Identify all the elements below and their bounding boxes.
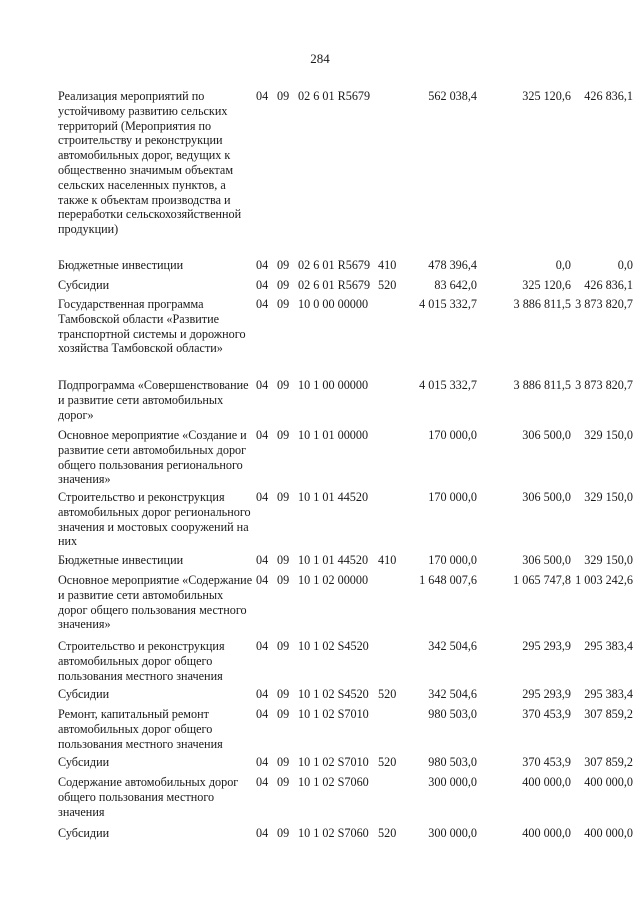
row-target-article: 10 1 02 S7010 (298, 707, 369, 721)
row-name: Субсидии (58, 755, 110, 769)
row-expense-type: 410 (378, 553, 397, 567)
row-section: 04 (256, 490, 269, 504)
row-section: 04 (256, 573, 269, 587)
row-value-2: 370 453,9 (522, 707, 571, 721)
row-value-1: 300 000,0 (428, 826, 477, 840)
row-subsection: 09 (277, 297, 290, 311)
row-value-3: 329 150,0 (584, 428, 633, 442)
row-value-1: 342 504,6 (428, 687, 477, 701)
row-section: 04 (256, 258, 269, 272)
row-name: Подпрограмма «Совершенствование и развитие сети автомобильных дорог» (58, 378, 249, 422)
row-target-article: 10 1 01 44520 (298, 490, 369, 504)
row-value-2: 295 293,9 (522, 687, 571, 701)
row-subsection: 09 (277, 687, 290, 701)
row-value-3: 295 383,4 (584, 639, 633, 653)
row-target-article: 10 1 00 00000 (298, 378, 369, 392)
row-value-2: 400 000,0 (522, 826, 571, 840)
row-value-1: 170 000,0 (428, 553, 477, 567)
row-subsection: 09 (277, 89, 290, 103)
row-section: 04 (256, 687, 269, 701)
row-value-1: 342 504,6 (428, 639, 477, 653)
row-value-1: 170 000,0 (428, 428, 477, 442)
row-target-article: 10 1 01 00000 (298, 428, 369, 442)
row-name: Основное мероприятие «Содержание и развитие сети автомобильных дорог общего пользования местного значения» (58, 573, 253, 632)
row-subsection: 09 (277, 775, 290, 789)
row-name: Строительство и реконструкция автомобильных дорог регионального значения и мостовых сооружений на них (58, 490, 251, 549)
row-subsection: 09 (277, 755, 290, 769)
row-section: 04 (256, 89, 269, 103)
row-target-article: 10 1 01 44520 (298, 553, 369, 567)
row-section: 04 (256, 639, 269, 653)
row-name: Бюджетные инвестиции (58, 258, 184, 272)
row-subsection: 09 (277, 639, 290, 653)
row-target-article: 10 1 02 S7060 (298, 775, 369, 789)
row-value-3: 0,0 (617, 258, 633, 272)
row-target-article: 10 0 00 00000 (298, 297, 369, 311)
row-value-1: 980 503,0 (428, 755, 477, 769)
row-target-article: 10 1 02 S4520 (298, 687, 369, 701)
row-value-3: 329 150,0 (584, 553, 633, 567)
row-section: 04 (256, 755, 269, 769)
row-subsection: 09 (277, 707, 290, 721)
row-value-1: 170 000,0 (428, 490, 477, 504)
row-value-1: 300 000,0 (428, 775, 477, 789)
row-section: 04 (256, 378, 269, 392)
row-value-1: 562 038,4 (428, 89, 477, 103)
row-value-2: 306 500,0 (522, 553, 571, 567)
row-value-2: 306 500,0 (522, 428, 571, 442)
row-expense-type: 520 (378, 826, 397, 840)
row-subsection: 09 (277, 258, 290, 272)
row-subsection: 09 (277, 553, 290, 567)
row-section: 04 (256, 428, 269, 442)
row-name: Государственная программа Тамбовской области «Развитие транспортной системы и дорожного хозяйства Тамбовской области» (58, 297, 246, 356)
row-target-article: 10 1 02 00000 (298, 573, 369, 587)
row-section: 04 (256, 278, 269, 292)
row-target-article: 10 1 02 S7010 (298, 755, 369, 769)
row-value-1: 83 642,0 (434, 278, 477, 292)
row-name: Содержание автомобильных дорог общего пользования местного значения (58, 775, 239, 819)
row-value-2: 400 000,0 (522, 775, 571, 789)
page-number: 284 (310, 51, 330, 66)
row-target-article: 02 6 01 R5679 (298, 278, 371, 292)
row-subsection: 09 (277, 278, 290, 292)
row-expense-type: 520 (378, 687, 397, 701)
row-value-2: 1 065 747,8 (513, 573, 571, 587)
row-value-1: 4 015 332,7 (419, 378, 477, 392)
row-value-1: 4 015 332,7 (419, 297, 477, 311)
row-subsection: 09 (277, 826, 290, 840)
row-section: 04 (256, 297, 269, 311)
row-value-2: 3 886 811,5 (513, 297, 571, 311)
row-value-2: 0,0 (555, 258, 571, 272)
row-section: 04 (256, 553, 269, 567)
row-subsection: 09 (277, 573, 290, 587)
row-name: Субсидии (58, 826, 110, 840)
row-value-2: 325 120,6 (522, 89, 571, 103)
row-value-3: 400 000,0 (584, 775, 633, 789)
row-name: Ремонт, капитальный ремонт автомобильных дорог общего пользования местного значения (58, 707, 223, 751)
row-value-2: 3 886 811,5 (513, 378, 571, 392)
row-value-3: 1 003 242,6 (575, 573, 633, 587)
row-value-3: 400 000,0 (584, 826, 633, 840)
row-section: 04 (256, 826, 269, 840)
row-target-article: 02 6 01 R5679 (298, 258, 371, 272)
row-value-2: 295 293,9 (522, 639, 571, 653)
row-name: Основное мероприятие «Создание и развитие сети автомобильных дорог общего пользования регионального значения» (58, 428, 247, 487)
row-value-3: 329 150,0 (584, 490, 633, 504)
row-value-1: 1 648 007,6 (419, 573, 477, 587)
row-target-article: 10 1 02 S4520 (298, 639, 369, 653)
row-value-3: 307 859,2 (584, 707, 633, 721)
row-value-1: 980 503,0 (428, 707, 477, 721)
row-value-3: 295 383,4 (584, 687, 633, 701)
row-section: 04 (256, 775, 269, 789)
row-name: Субсидии (58, 278, 110, 292)
row-value-2: 306 500,0 (522, 490, 571, 504)
row-name: Реализация мероприятий по устойчивому развитию сельских территорий (Мероприятия по строительству и реконструкции автомобильных дорог, ведущих к общественно значимым объектам сельских населенных пунктов, а также к объектам производства и переработки сельскохозяйственной продукции) (58, 89, 242, 237)
row-value-3: 3 873 820,7 (575, 297, 633, 311)
row-subsection: 09 (277, 428, 290, 442)
row-value-3: 307 859,2 (584, 755, 633, 769)
row-target-article: 10 1 02 S7060 (298, 826, 369, 840)
row-value-1: 478 396,4 (428, 258, 477, 272)
row-section: 04 (256, 707, 269, 721)
row-value-2: 370 453,9 (522, 755, 571, 769)
row-value-3: 3 873 820,7 (575, 378, 633, 392)
row-name: Строительство и реконструкция автомобильных дорог общего пользования местного значения (58, 639, 225, 683)
row-value-2: 325 120,6 (522, 278, 571, 292)
row-expense-type: 520 (378, 755, 397, 769)
row-target-article: 02 6 01 R5679 (298, 89, 371, 103)
row-name: Субсидии (58, 687, 110, 701)
row-value-3: 426 836,1 (584, 278, 633, 292)
row-name: Бюджетные инвестиции (58, 553, 184, 567)
row-value-3: 426 836,1 (584, 89, 633, 103)
row-subsection: 09 (277, 378, 290, 392)
row-expense-type: 520 (378, 278, 397, 292)
row-subsection: 09 (277, 490, 290, 504)
row-expense-type: 410 (378, 258, 397, 272)
